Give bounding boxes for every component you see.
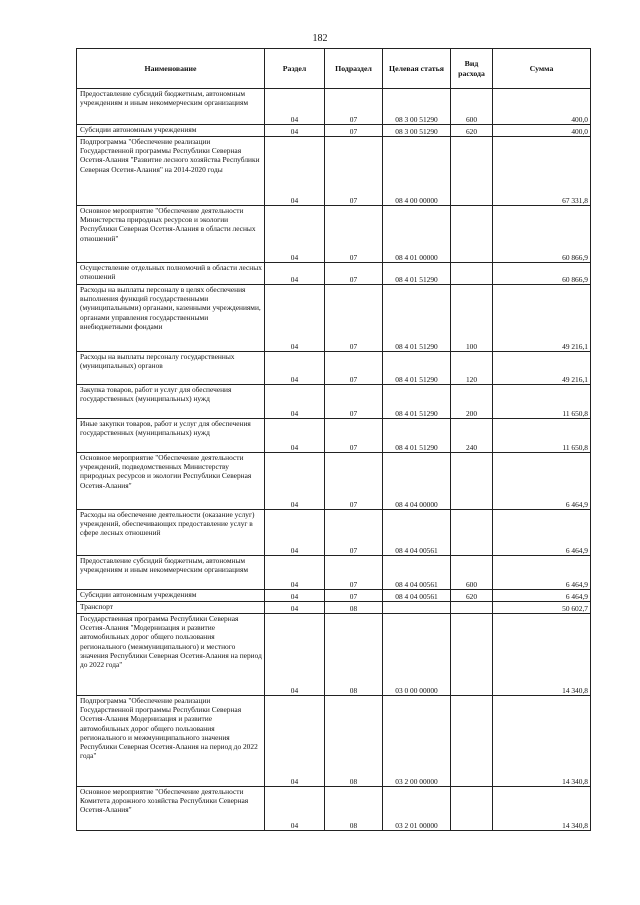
- row-section: 04: [265, 352, 325, 385]
- row-target: 08 4 04 00000: [383, 453, 451, 510]
- row-name: Основное мероприятие "Обеспечение деятельности Министерства природных ресурсов и экологии Республики Северная Осетия-Алания в области лесных отношений": [77, 206, 265, 263]
- table-row: [77, 696, 591, 787]
- row-section: 04: [265, 696, 325, 787]
- row-name: Подпрограмма "Обеспечение реализации Государственной программы Республики Северная Осетия-Алания "Развитие лесного хозяйства Республики Северная Осетия-Алания" на 2014-2020 годы: [77, 137, 265, 206]
- row-target: 08 4 01 51290: [383, 419, 451, 453]
- header-expense-type: Вид расхода: [451, 49, 493, 89]
- row-amount: 60 866,9: [493, 263, 591, 285]
- page-number: 182: [312, 33, 328, 44]
- row-section: 04: [265, 385, 325, 419]
- row-subsection: 08: [325, 602, 383, 614]
- header-subsection: Подраздел: [325, 49, 383, 89]
- row-subsection: 07: [325, 453, 383, 510]
- row-type: [451, 206, 493, 263]
- row-type: 600: [451, 89, 493, 125]
- header-section: Раздел: [265, 49, 325, 89]
- row-section: 04: [265, 510, 325, 556]
- table-row: [77, 89, 591, 125]
- row-name: Предоставление субсидий бюджетным, автономным учреждениям и иным некоммерческим организациям: [77, 556, 265, 590]
- row-type: 600: [451, 556, 493, 590]
- row-section: 04: [265, 590, 325, 602]
- table-row: [77, 787, 591, 831]
- row-amount: 6 464,9: [493, 510, 591, 556]
- row-name: Субсидии автономным учреждениям: [77, 125, 265, 137]
- table-row: [77, 125, 591, 137]
- row-type: [451, 263, 493, 285]
- row-type: 100: [451, 285, 493, 352]
- row-section: 04: [265, 263, 325, 285]
- row-amount: 60 866,9: [493, 206, 591, 263]
- row-target: 08 4 00 00000: [383, 137, 451, 206]
- row-subsection: 08: [325, 614, 383, 696]
- row-target: 03 2 01 00000: [383, 787, 451, 831]
- header-target: Целевая статья: [383, 49, 451, 89]
- row-subsection: 08: [325, 696, 383, 787]
- row-target: 08 4 01 51290: [383, 285, 451, 352]
- row-name: Расходы на обеспечение деятельности (оказание услуг) учреждений, обеспечивающих предоставление услуг в сфере лесных отношений: [77, 510, 265, 556]
- row-name: Основное мероприятие "Обеспечение деятельности Комитета дорожного хозяйства Республики Северная Осетия-Алания": [77, 787, 265, 831]
- row-amount: 14 340,8: [493, 696, 591, 787]
- table-row: [77, 453, 591, 510]
- row-section: 04: [265, 614, 325, 696]
- header-name: Наименование: [77, 49, 265, 89]
- row-name: Осуществление отдельных полномочий в области лесных отношений: [77, 263, 265, 285]
- row-name: Расходы на выплаты персоналу в целях обеспечения выполнения функций государственными (муниципальными) органами, казенными учреждениями, органами управления государственными внебюджетными фондами: [77, 285, 265, 352]
- row-target: 08 4 04 00561: [383, 590, 451, 602]
- row-amount: 6 464,9: [493, 590, 591, 602]
- row-subsection: 07: [325, 263, 383, 285]
- row-section: 04: [265, 602, 325, 614]
- row-amount: 67 331,8: [493, 137, 591, 206]
- table-row: [77, 137, 591, 206]
- row-type: 620: [451, 590, 493, 602]
- row-type: [451, 696, 493, 787]
- row-section: 04: [265, 137, 325, 206]
- row-subsection: 07: [325, 556, 383, 590]
- row-subsection: 07: [325, 385, 383, 419]
- table-row: [77, 385, 591, 419]
- table-row: [77, 263, 591, 285]
- row-type: [451, 614, 493, 696]
- row-target: 03 0 00 00000: [383, 614, 451, 696]
- row-type: 200: [451, 385, 493, 419]
- row-section: 04: [265, 419, 325, 453]
- row-target: 08 4 01 00000: [383, 206, 451, 263]
- row-target: 08 4 01 51290: [383, 352, 451, 385]
- row-amount: 6 464,9: [493, 556, 591, 590]
- table-row: [77, 556, 591, 590]
- row-subsection: 07: [325, 590, 383, 602]
- row-target: 08 3 00 51290: [383, 89, 451, 125]
- row-section: 04: [265, 453, 325, 510]
- table-row: [77, 352, 591, 385]
- row-amount: 14 340,8: [493, 614, 591, 696]
- row-target: [383, 602, 451, 614]
- row-subsection: 08: [325, 787, 383, 831]
- row-type: 120: [451, 352, 493, 385]
- row-amount: 11 650,8: [493, 419, 591, 453]
- row-amount: 400,0: [493, 125, 591, 137]
- row-name: Основное мероприятие "Обеспечение деятельности учреждений, подведомственных Министерству природных ресурсов и экологии Республики Северная Осетия-Алания": [77, 453, 265, 510]
- row-target: 08 4 01 51290: [383, 385, 451, 419]
- row-section: 04: [265, 125, 325, 137]
- row-type: [451, 787, 493, 831]
- row-type: 620: [451, 125, 493, 137]
- table-row: [77, 614, 591, 696]
- row-target: 08 4 04 00561: [383, 556, 451, 590]
- budget-table: [76, 48, 591, 831]
- row-name: Расходы на выплаты персоналу государственных (муниципальных) органов: [77, 352, 265, 385]
- table-row: [77, 510, 591, 556]
- row-type: [451, 137, 493, 206]
- row-subsection: 07: [325, 206, 383, 263]
- row-amount: 6 464,9: [493, 453, 591, 510]
- row-amount: 11 650,8: [493, 385, 591, 419]
- row-target: 08 3 00 51290: [383, 125, 451, 137]
- row-name: Субсидии автономным учреждениям: [77, 590, 265, 602]
- row-type: [451, 510, 493, 556]
- row-name: Государственная программа Республики Северная Осетия-Алания "Модернизация и развитие автомобильных дорог общего пользования регионального (межмуниципального) и местного значения Республики Северная Осетия-Алания на период до 2022 года": [77, 614, 265, 696]
- row-amount: 49 216,1: [493, 285, 591, 352]
- row-amount: 400,0: [493, 89, 591, 125]
- row-section: 04: [265, 285, 325, 352]
- row-section: 04: [265, 556, 325, 590]
- row-type: [451, 453, 493, 510]
- row-amount: 50 602,7: [493, 602, 591, 614]
- row-name: Иные закупки товаров, работ и услуг для обеспечения государственных (муниципальных) нужд: [77, 419, 265, 453]
- row-amount: 49 216,1: [493, 352, 591, 385]
- header-amount: Сумма: [493, 49, 591, 89]
- row-subsection: 07: [325, 285, 383, 352]
- row-section: 04: [265, 89, 325, 125]
- row-subsection: 07: [325, 510, 383, 556]
- row-subsection: 07: [325, 352, 383, 385]
- row-subsection: 07: [325, 89, 383, 125]
- row-type: 240: [451, 419, 493, 453]
- row-target: 03 2 00 00000: [383, 696, 451, 787]
- table-row: [77, 206, 591, 263]
- row-type: [451, 602, 493, 614]
- row-name: Закупка товаров, работ и услуг для обеспечения государственных (муниципальных) нужд: [77, 385, 265, 419]
- row-subsection: 07: [325, 419, 383, 453]
- table-row: [77, 590, 591, 602]
- row-subsection: 07: [325, 137, 383, 206]
- table-row: [77, 602, 591, 614]
- table-row: [77, 285, 591, 352]
- table-header-row: [77, 49, 591, 89]
- row-name: Транспорт: [77, 602, 265, 614]
- row-target: 08 4 04 00561: [383, 510, 451, 556]
- row-amount: 14 340,8: [493, 787, 591, 831]
- table-row: [77, 419, 591, 453]
- row-section: 04: [265, 206, 325, 263]
- row-section: 04: [265, 787, 325, 831]
- row-name: Подпрограмма "Обеспечение реализации Государственной программы Республики Северная Осетия-Алания Модернизация и развитие автомобильных дорог общего пользования регионального и межмуниципального значения Республики Северная Осетия-Алания на период до 2022 года": [77, 696, 265, 787]
- row-subsection: 07: [325, 125, 383, 137]
- row-name: Предоставление субсидий бюджетным, автономным учреждениям и иным некоммерческим организациям: [77, 89, 265, 125]
- row-target: 08 4 01 51290: [383, 263, 451, 285]
